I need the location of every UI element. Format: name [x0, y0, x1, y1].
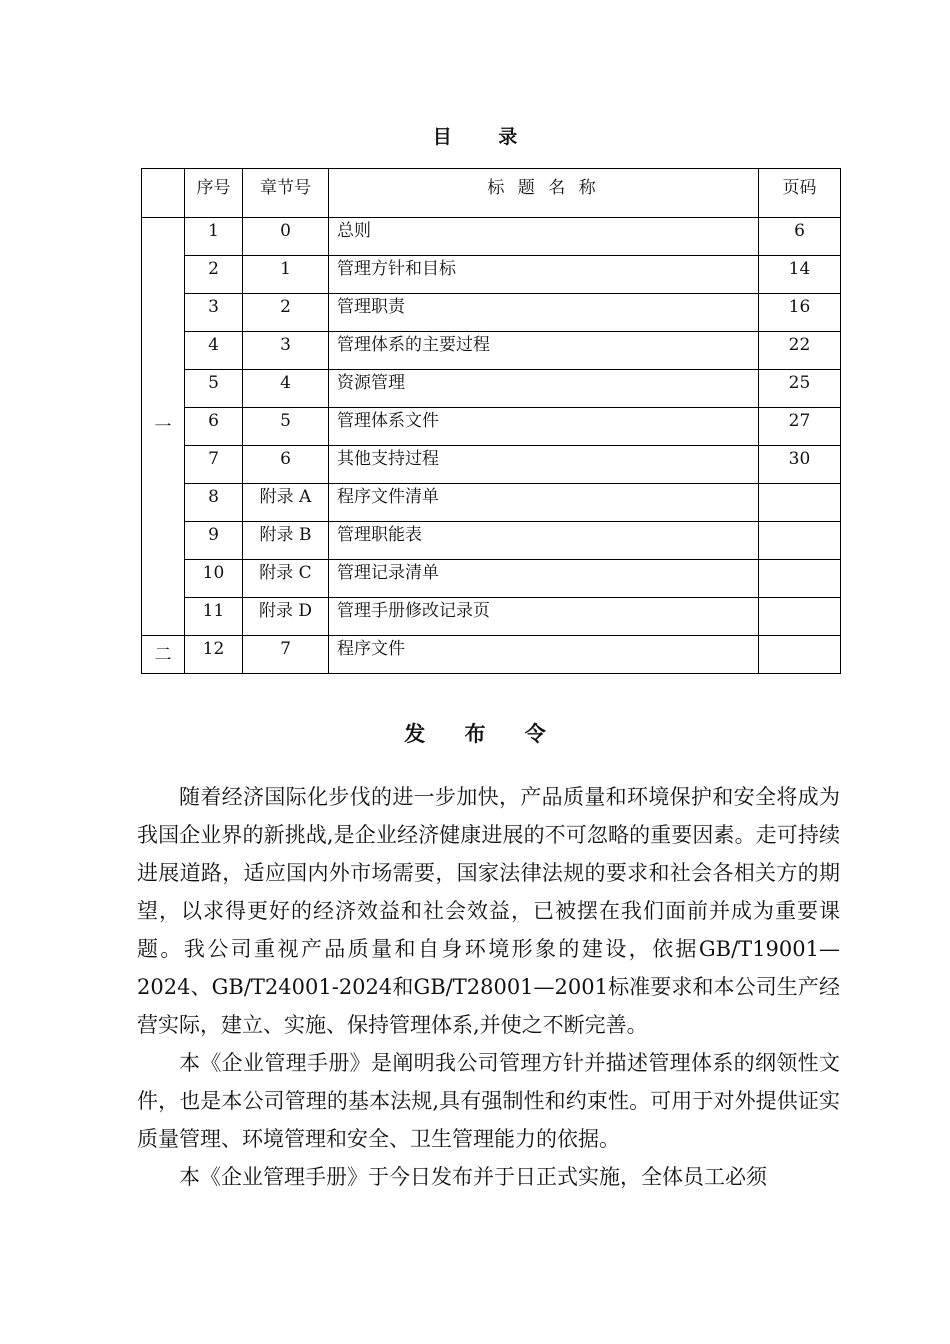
toc-table — [141, 168, 841, 674]
table-row — [142, 408, 841, 446]
row-title: 程序文件清单 — [329, 484, 759, 522]
row-seq: 10 — [185, 560, 243, 598]
edict-paragraph: 本《企业管理手册》是阐明我公司管理方针并描述管理体系的纲领性文件，也是本公司管理的基本法规,具有强制性和约束性。可用于对外提供证实质量管理、环境管理和安全、卫生管理能力的依据。 — [137, 1051, 840, 1151]
row-page: 16 — [759, 294, 841, 332]
row-chapter: 3 — [243, 332, 329, 370]
edict-body — [137, 778, 840, 1196]
table-row — [142, 294, 841, 332]
row-title: 程序文件 — [329, 636, 759, 674]
row-chapter: 附录 A — [243, 484, 329, 522]
row-title: 管理记录清单 — [329, 560, 759, 598]
row-chapter: 7 — [243, 636, 329, 674]
row-page: 14 — [759, 256, 841, 294]
row-title: 管理手册修改记录页 — [329, 598, 759, 636]
row-page — [759, 484, 841, 522]
row-chapter: 附录 C — [243, 560, 329, 598]
row-chapter: 4 — [243, 370, 329, 408]
toc-header-row — [142, 169, 841, 218]
row-seq: 11 — [185, 598, 243, 636]
table-row — [142, 332, 841, 370]
row-chapter: 附录 B — [243, 522, 329, 560]
header-title: 标 题 名 称 — [329, 169, 759, 218]
edict-paragraph: 本《企业管理手册》于今日发布并于日正式实施，全体员工必须 — [179, 1165, 767, 1189]
header-part — [142, 169, 185, 218]
part-two: 二 — [142, 636, 185, 674]
row-seq: 6 — [185, 408, 243, 446]
row-seq: 12 — [185, 636, 243, 674]
table-row — [142, 218, 841, 256]
row-page — [759, 636, 841, 674]
row-title: 其他支持过程 — [329, 446, 759, 484]
edict-title: 发 布 令 — [404, 721, 562, 746]
table-row — [142, 446, 841, 484]
row-page — [759, 522, 841, 560]
row-page — [759, 598, 841, 636]
row-seq: 2 — [185, 256, 243, 294]
toc-title: 目 录 — [432, 126, 538, 148]
row-page: 25 — [759, 370, 841, 408]
row-seq: 4 — [185, 332, 243, 370]
row-title: 管理体系文件 — [329, 408, 759, 446]
row-chapter: 1 — [243, 256, 329, 294]
row-seq: 3 — [185, 294, 243, 332]
table-row — [142, 636, 841, 674]
row-seq: 5 — [185, 370, 243, 408]
row-page: 6 — [759, 218, 841, 256]
row-chapter: 0 — [243, 218, 329, 256]
table-row — [142, 522, 841, 560]
table-row — [142, 484, 841, 522]
row-page — [759, 560, 841, 598]
row-seq: 8 — [185, 484, 243, 522]
row-chapter: 5 — [243, 408, 329, 446]
row-title: 管理职责 — [329, 294, 759, 332]
row-chapter: 6 — [243, 446, 329, 484]
header-seq: 序号 — [185, 169, 243, 218]
row-page: 22 — [759, 332, 841, 370]
table-row — [142, 598, 841, 636]
row-title: 管理体系的主要过程 — [329, 332, 759, 370]
part-one: 一 — [142, 218, 185, 636]
row-title: 总则 — [329, 218, 759, 256]
edict-paragraph: 随着经济国际化步伐的进一步加快，产品质量和环境保护和安全将成为我国企业界的新挑战,是企业经济健康进展的不可忽略的重要因素。走可持续进展道路，适应国内外市场需要，国家法律法规的要求和社会各相关方的期望，以求得更好的经济效益和社会效益，已被摆在我们面前并成为重要课题。我公司重视产品质量和自身环境形象的建设，依据GB/T19001—2024、GB/T24001-2024和GB/T28001—2001标准要求和本公司生产经营实际，建立、实施、保持管理体系,并使之不断完善。 — [137, 785, 840, 1037]
row-title: 管理方针和目标 — [329, 256, 759, 294]
row-chapter: 2 — [243, 294, 329, 332]
table-row — [142, 370, 841, 408]
row-seq: 7 — [185, 446, 243, 484]
table-row — [142, 560, 841, 598]
row-page: 27 — [759, 408, 841, 446]
row-chapter: 附录 D — [243, 598, 329, 636]
row-seq: 1 — [185, 218, 243, 256]
row-seq: 9 — [185, 522, 243, 560]
row-page: 30 — [759, 446, 841, 484]
header-page: 页码 — [759, 169, 841, 218]
row-title: 管理职能表 — [329, 522, 759, 560]
header-chapter: 章节号 — [243, 169, 329, 218]
table-row — [142, 256, 841, 294]
row-title: 资源管理 — [329, 370, 759, 408]
